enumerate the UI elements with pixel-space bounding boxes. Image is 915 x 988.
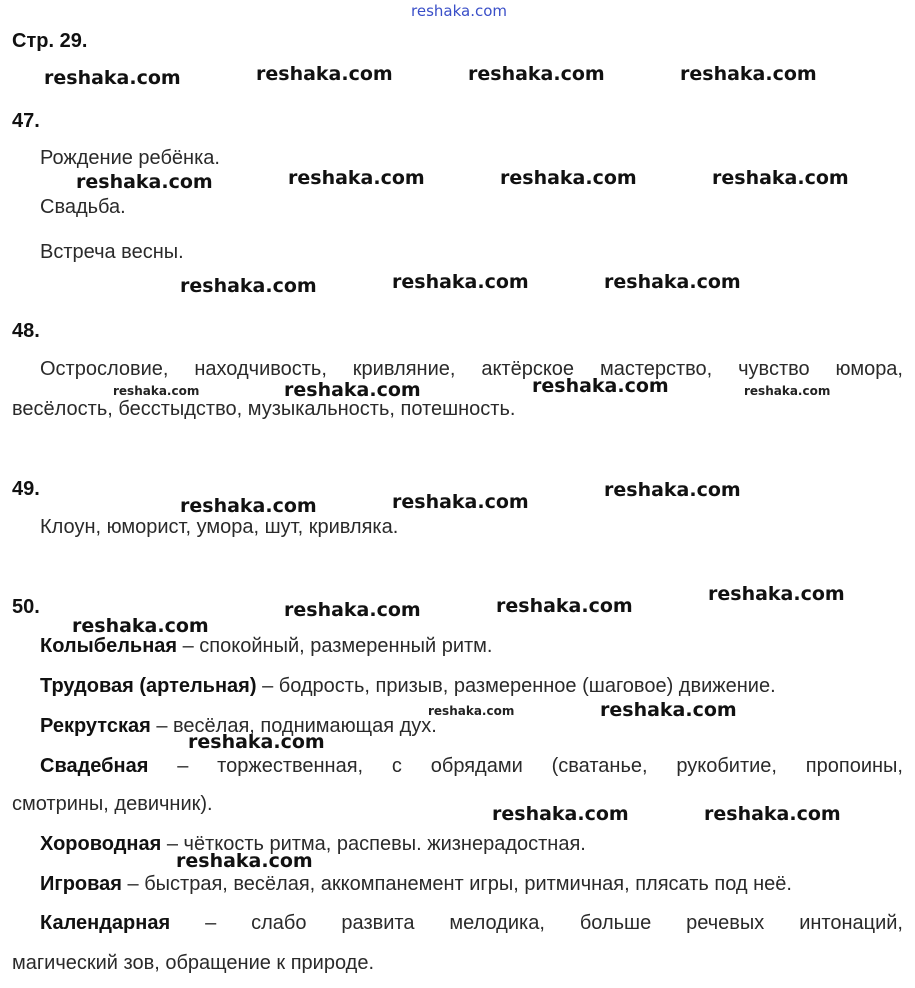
watermark: reshaka.com xyxy=(600,699,737,721)
watermark: reshaka.com xyxy=(288,167,425,189)
song-term: Трудовая (артельная) xyxy=(40,675,257,697)
song-description: – бодрость, призыв, размеренное (шаговое) движение. xyxy=(256,675,776,697)
watermark: reshaka.com xyxy=(604,479,741,501)
song-description: – чёткость ритма, распевы. жизнерадостная. xyxy=(161,833,586,855)
paragraph-line: Острословие, находчивость, кривляние, актёрское мастерство, чувство юмора, xyxy=(40,358,903,380)
watermark: reshaka.com xyxy=(712,167,849,189)
watermark: reshaka.com xyxy=(604,271,741,293)
list-item: Свадьба. xyxy=(40,196,126,218)
list-item: Встреча весны. xyxy=(40,241,184,263)
paragraph-line: Клоун, юморист, умора, шут, кривляка. xyxy=(40,516,399,538)
watermark: reshaka.com xyxy=(468,63,605,85)
exercise-number: 48. xyxy=(12,320,40,342)
watermark: reshaka.com xyxy=(256,63,393,85)
watermark: reshaka.com xyxy=(708,583,845,605)
watermark: reshaka.com xyxy=(392,491,529,513)
watermark: reshaka.com xyxy=(44,67,181,89)
song-row-wedding xyxy=(40,755,903,778)
song-term: Игровая xyxy=(40,873,122,895)
watermark: reshaka.com xyxy=(532,375,669,397)
song-term: Хороводная xyxy=(40,833,162,855)
top-watermark: reshaka.com xyxy=(411,2,507,20)
page-label: Стр. 29. xyxy=(12,30,88,52)
exercise-number: 49. xyxy=(12,478,40,500)
song-description: – быстрая, весёлая, аккомпанемент игры, ритмичная, плясать под неё. xyxy=(121,873,792,895)
watermark: reshaka.com xyxy=(496,595,633,617)
song-row-lullaby xyxy=(40,635,493,658)
song-term: Колыбельная xyxy=(40,635,178,657)
list-item: Рождение ребёнка. xyxy=(40,147,220,169)
song-row-round-dance xyxy=(40,833,586,856)
watermark-small: reshaka.com xyxy=(113,384,200,398)
song-row-recruit xyxy=(40,715,437,738)
song-row-calendar-cont xyxy=(12,952,374,975)
watermark: reshaka.com xyxy=(680,63,817,85)
watermark: reshaka.com xyxy=(500,167,637,189)
exercise-number: 50. xyxy=(12,596,40,618)
song-row-labor xyxy=(40,675,776,698)
watermark: reshaka.com xyxy=(704,803,841,825)
song-term: Календарная xyxy=(40,912,171,934)
watermark-small: reshaka.com xyxy=(744,384,831,398)
watermark: reshaka.com xyxy=(72,615,209,637)
watermark: reshaka.com xyxy=(188,731,325,753)
song-term: Рекрутская xyxy=(40,715,151,737)
song-description: смотрины, девичник). xyxy=(12,793,213,815)
song-description: – спокойный, размеренный ритм. xyxy=(177,635,493,657)
watermark: reshaka.com xyxy=(492,803,629,825)
song-row-calendar xyxy=(40,912,903,935)
paragraph-line: весёлость, бесстыдство, музыкальность, потешность. xyxy=(12,398,516,420)
watermark-small: reshaka.com xyxy=(428,704,515,718)
song-description: магический зов, обращение к природе. xyxy=(12,952,375,974)
song-row-game xyxy=(40,873,792,896)
watermark: reshaka.com xyxy=(180,495,317,517)
watermark: reshaka.com xyxy=(176,850,313,872)
song-term: Свадебная xyxy=(40,755,149,777)
song-row-wedding-cont xyxy=(12,793,213,816)
song-description: – весёлая, поднимающая дух. xyxy=(150,715,437,737)
song-description: – торжественная, с обрядами (сватанье, рукобитие, пропоины, xyxy=(148,755,903,777)
exercise-number: 47. xyxy=(12,110,40,132)
watermark: reshaka.com xyxy=(76,171,213,193)
watermark: reshaka.com xyxy=(392,271,529,293)
watermark: reshaka.com xyxy=(284,379,421,401)
watermark: reshaka.com xyxy=(284,599,421,621)
watermark: reshaka.com xyxy=(180,275,317,297)
song-description: – слабо развита мелодика, больше речевых интонаций, xyxy=(170,912,903,934)
